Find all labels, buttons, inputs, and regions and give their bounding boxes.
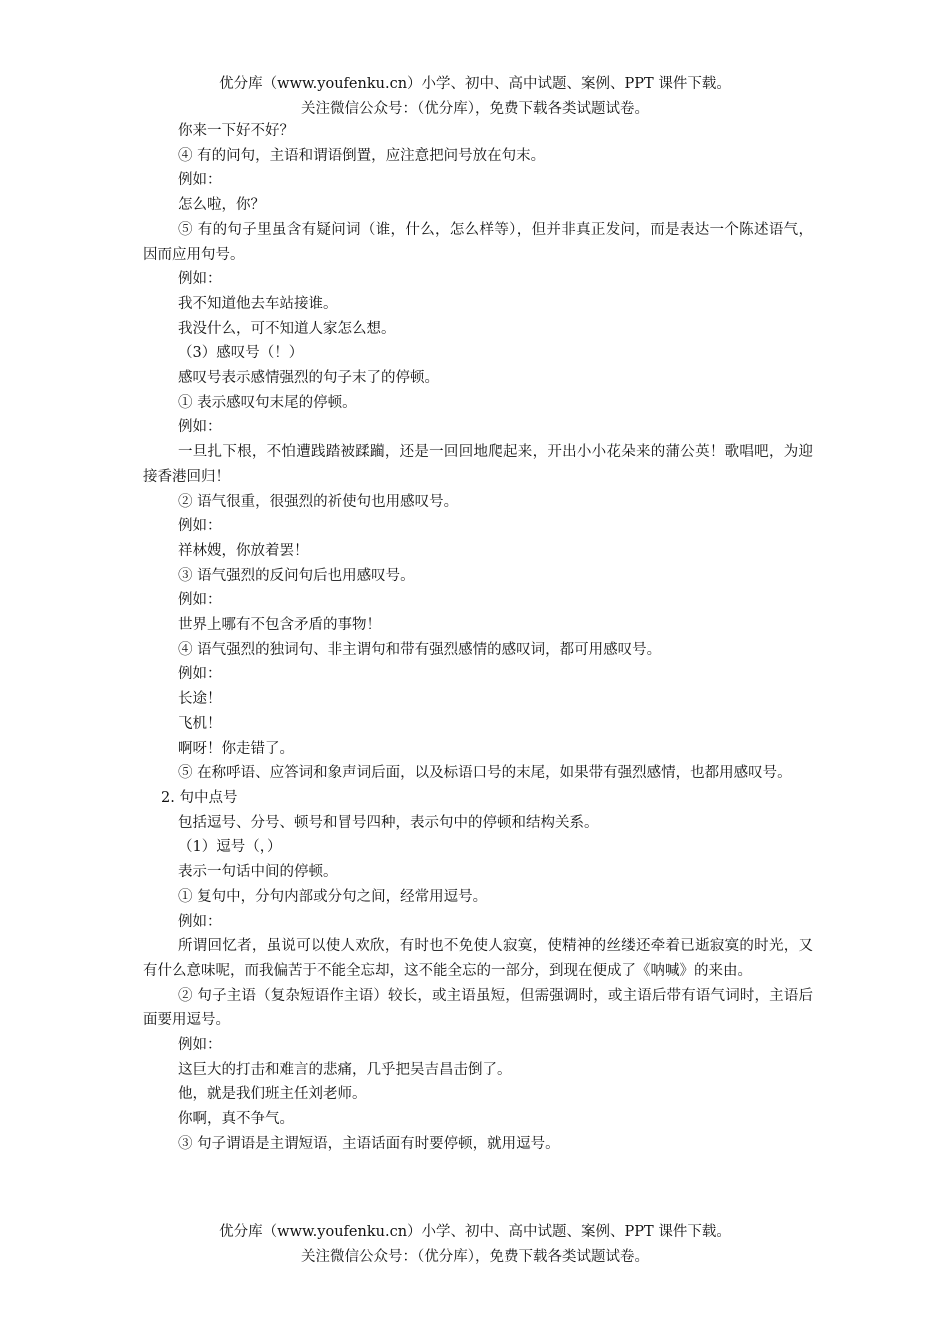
paragraph: ③ 语气强烈的反问句后也用感叹号。 bbox=[178, 567, 415, 584]
paragraph: ⑤ 有的句子里虽含有疑问词（谁，什么，怎么样等），但并非真正发问，而是表达一个陈述语气，因而应用句号。 bbox=[143, 221, 813, 263]
paragraph: ② 语气很重，很强烈的祈使句也用感叹号。 bbox=[178, 493, 459, 510]
header-line-1: 优分库（www.youfenku.cn）小学、初中、高中试题、案例、PPT 课件下载。 bbox=[219, 76, 731, 92]
paragraph: 例如： bbox=[178, 518, 222, 535]
paragraph: 他，就是我们班主任刘老师。 bbox=[178, 1086, 367, 1103]
paragraph: 长途！ bbox=[178, 691, 222, 708]
footer-line-1: 优分库（www.youfenku.cn）小学、初中、高中试题、案例、PPT 课件下载。 bbox=[219, 1224, 731, 1240]
paragraph: 世界上哪有不包含矛盾的事物！ bbox=[178, 617, 381, 634]
paragraph: 所谓回忆者，虽说可以使人欢欣，有时也不免使人寂寞，使精神的丝缕还牵着已逝寂寞的时光，又有什么意味呢，而我偏苦于不能全忘却，这不能全忘的一部分，到现在便成了《呐喊》的来由。 bbox=[143, 938, 813, 979]
paragraph: 我不知道他去车站接谁。 bbox=[178, 295, 338, 312]
paragraph: 感叹号表示感情强烈的句子末了的停顿。 bbox=[178, 370, 439, 387]
paragraph: 表示一句话中间的停顿。 bbox=[178, 864, 338, 881]
paragraph: 包括逗号、分号、顿号和冒号四种，表示句中的停顿和结构关系。 bbox=[178, 814, 599, 831]
paragraph: ⑤ 在称呼语、应答词和象声词后面，以及标语口号的末尾，如果带有强烈感情，也都用感叹号。 bbox=[178, 765, 792, 782]
paragraph: ② 句子主语（复杂短语作主语）较长，或主语虽短，但需强调时，或主语后带有语气词时，主语后面要用逗号。 bbox=[143, 987, 813, 1029]
paragraph: 祥林嫂，你放着罢！ bbox=[178, 542, 309, 559]
document-body bbox=[143, 119, 813, 1157]
section-heading: （1）逗号（，） bbox=[178, 839, 282, 856]
section-heading: （3）感叹号（！） bbox=[178, 345, 304, 362]
paragraph: 飞机！ bbox=[178, 715, 222, 732]
header-line-2: 关注微信公众号：（优分库），免费下载各类试题试卷。 bbox=[301, 101, 649, 117]
paragraph: 怎么啦，你？ bbox=[178, 197, 265, 214]
paragraph: 这巨大的打击和难言的悲痛，几乎把吴吉昌击倒了。 bbox=[178, 1061, 512, 1078]
paragraph: 例如： bbox=[178, 666, 222, 683]
paragraph: 啊呀！你走错了。 bbox=[178, 740, 294, 757]
paragraph: ① 复句中，分句内部或分句之间，经常用逗号。 bbox=[178, 888, 488, 905]
paragraph: 你来一下好不好？ bbox=[178, 123, 294, 139]
paragraph: ③ 句子谓语是主谓短语，主语话面有时要停顿，就用逗号。 bbox=[178, 1135, 560, 1152]
paragraph: 例如： bbox=[178, 419, 222, 436]
paragraph: 例如： bbox=[178, 592, 222, 609]
section-heading: 2. 句中点号 bbox=[161, 789, 238, 806]
paragraph: ① 表示感叹句末尾的停顿。 bbox=[178, 394, 357, 411]
paragraph: 我没什么，可不知道人家怎么想。 bbox=[178, 320, 396, 337]
paragraph: 例如： bbox=[178, 1037, 222, 1054]
paragraph: ④ 有的问句，主语和谓语倒置，应注意把问号放在句末。 bbox=[178, 147, 546, 164]
paragraph: 例如： bbox=[178, 172, 222, 189]
paragraph: ④ 语气强烈的独词句、非主谓句和带有强烈感情的感叹词，都可用感叹号。 bbox=[178, 641, 662, 658]
paragraph: 你啊，真不争气。 bbox=[178, 1111, 294, 1128]
footer-line-2: 关注微信公众号：（优分库），免费下载各类试题试卷。 bbox=[301, 1249, 649, 1265]
paragraph: 例如： bbox=[178, 271, 222, 288]
paragraph: 一旦扎下根，不怕遭践踏被蹂躏，还是一回回地爬起来，开出小小花朵来的蒲公英！歌唱吧，为迎接香港回归！ bbox=[143, 444, 813, 485]
paragraph: 例如： bbox=[178, 913, 222, 930]
